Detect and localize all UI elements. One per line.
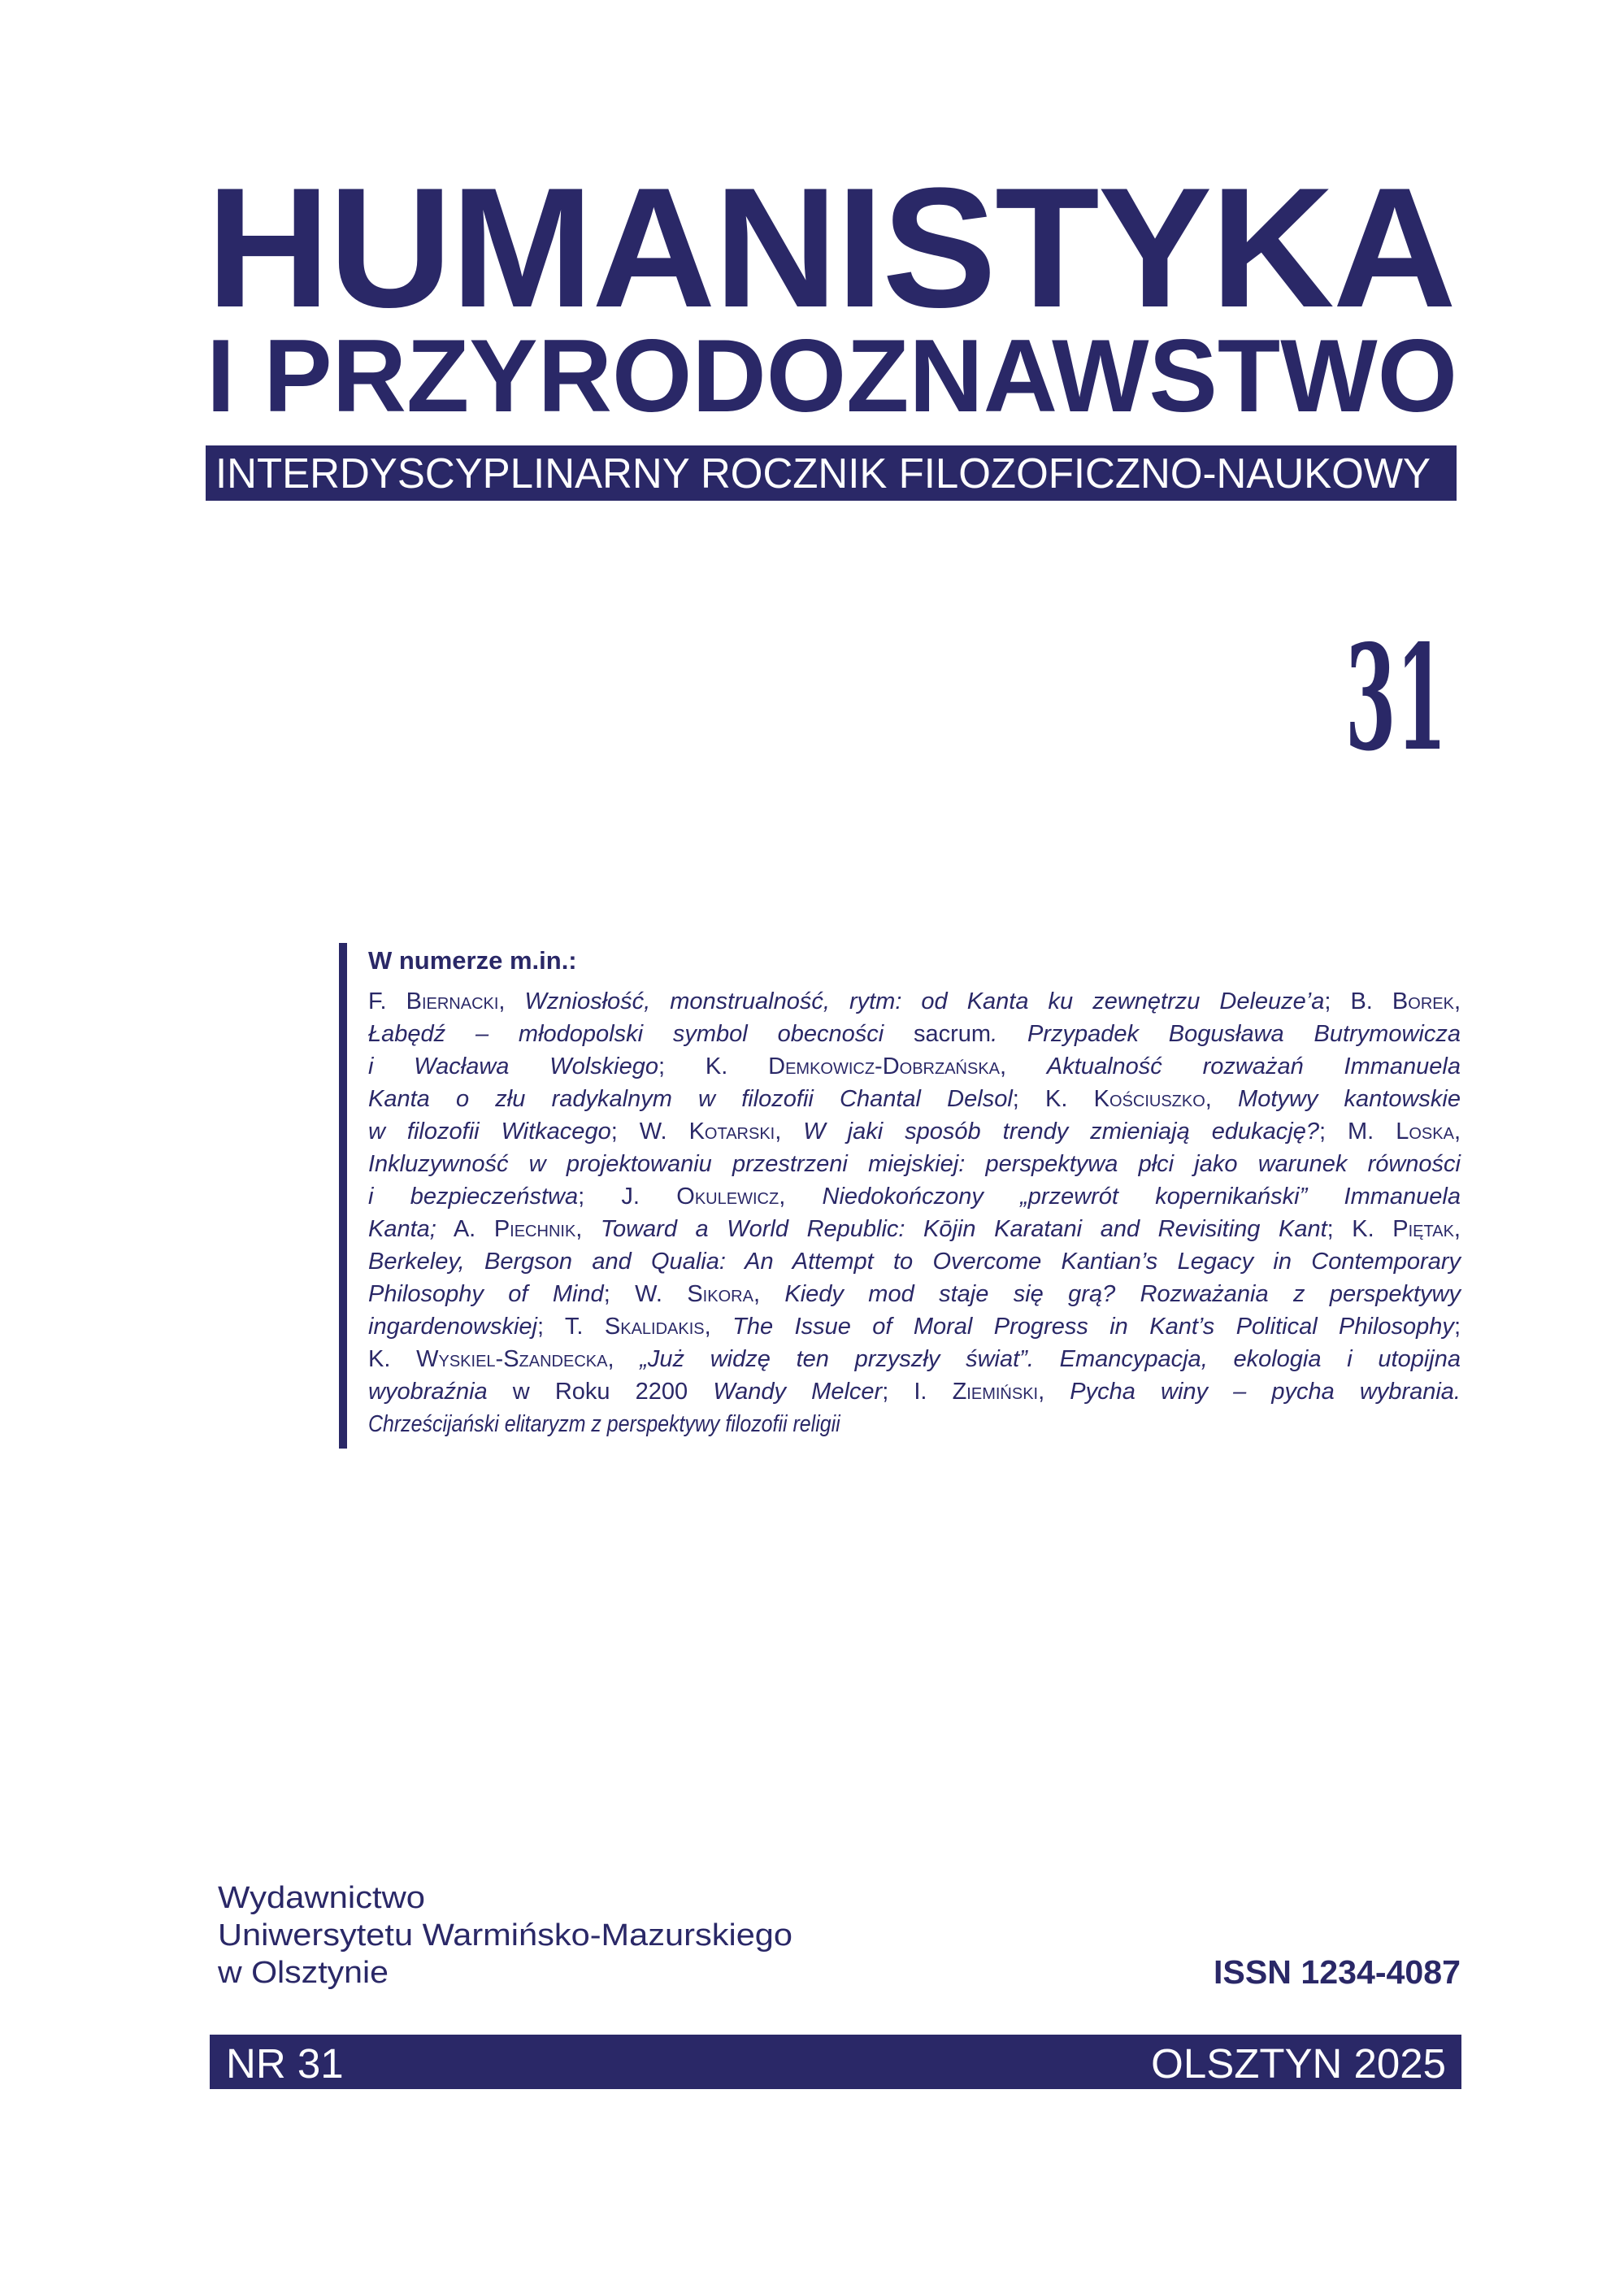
article-title: w filozofii Witkacego — [368, 1119, 611, 1145]
separator: , — [1000, 1053, 1047, 1080]
contents-heading: W numerze m.in.: — [368, 946, 577, 975]
separator: , — [779, 1184, 823, 1210]
article-title: Kanta; — [368, 1216, 436, 1242]
publisher-line: Wydawnictwo — [218, 1881, 425, 1915]
separator: ; I. — [882, 1379, 953, 1405]
author-name: Ziemiński — [952, 1379, 1039, 1405]
article-title: Chrześcijański elitaryzm z perspektywy filozofii religii — [368, 1411, 840, 1437]
separator: , — [1453, 1216, 1461, 1242]
author-name: Loska — [1396, 1119, 1454, 1145]
separator: ; W. — [610, 1119, 689, 1145]
separator: w Roku 2200 — [487, 1379, 714, 1405]
contents-line — [368, 1148, 1461, 1180]
contents-line — [368, 1375, 1461, 1408]
separator: , — [775, 1119, 804, 1145]
article-title: Wzniosłość, monstrualność, rytm: od Kanta ku zewnętrzu Deleuze’a — [524, 988, 1325, 1014]
article-title: W jaki sposób trendy zmieniają edukację? — [803, 1119, 1319, 1145]
author-name: Okulewicz — [676, 1184, 779, 1210]
contents-accent-bar — [339, 943, 347, 1449]
separator: , — [575, 1216, 601, 1242]
separator: ; W. — [603, 1281, 688, 1307]
separator: , — [1453, 1119, 1461, 1145]
article-title: Inkluzywność w projektowaniu przestrzeni miejskiej: perspektywa płci jako warunek równości — [368, 1151, 1461, 1177]
separator: F. — [368, 988, 406, 1014]
separator: K. — [368, 1346, 417, 1372]
contents-line — [368, 985, 1461, 1018]
article-title: Motywy kantowskie — [1238, 1086, 1461, 1112]
separator: , — [607, 1346, 640, 1372]
issn: ISSN 1234-4087 — [1214, 1953, 1461, 1991]
separator: , — [1205, 1086, 1239, 1112]
place-year: OLSZTYN 2025 — [1151, 2040, 1446, 2087]
separator: ; — [1453, 1314, 1461, 1340]
separator: ; K. — [1012, 1086, 1094, 1112]
author-name: Skalidakis — [604, 1314, 705, 1340]
article-title: Toward a World Republic: Kōjin Karatani and Revisiting Kant — [600, 1216, 1327, 1242]
publisher-block — [218, 1879, 792, 1992]
article-title: Kiedy mod staje się grą? Rozważania z perspektywy — [784, 1281, 1461, 1307]
article-title: i Wacława Wolskiego — [368, 1053, 658, 1080]
author-name: Piętak — [1392, 1216, 1454, 1242]
subtitle-banner — [206, 445, 1457, 501]
article-title: Philosophy of Mind — [368, 1281, 604, 1307]
journal-title-line1: HUMANISTYKA — [206, 152, 1455, 343]
author-name: Kotarski — [688, 1119, 775, 1145]
separator: ; B. — [1324, 988, 1392, 1014]
author-name: Demkowicz-Dobrzańska — [768, 1053, 1001, 1080]
article-title: Kanta o złu radykalnym w filozofii Chantal Delsol — [368, 1086, 1013, 1112]
journal-title-line2: I PRZYRODOZNAWSTWO — [206, 318, 1457, 433]
article-title: Łabędź – młodopolski symbol obecności — [368, 1021, 914, 1047]
contents-line — [368, 1018, 1461, 1050]
author-name: Biernacki — [406, 988, 499, 1014]
article-title: Wandy Melcer — [713, 1379, 883, 1405]
separator: sacrum — [913, 1021, 992, 1047]
separator: ; M. — [1318, 1119, 1396, 1145]
author-name: Piechnik — [493, 1216, 576, 1242]
separator: A. — [436, 1216, 494, 1242]
article-title: i bezpieczeństwa — [368, 1184, 579, 1210]
separator: ; J. — [578, 1184, 677, 1210]
article-title: The Issue of Moral Progress in Kant’s Political Philosophy — [732, 1314, 1454, 1340]
contents-line — [368, 1408, 1461, 1440]
author-name: Borek — [1392, 988, 1454, 1014]
article-title: Niedokończony „przewrót kopernikański” Immanuela — [822, 1184, 1461, 1210]
contents-line — [368, 1180, 1461, 1213]
article-title: Berkeley, Bergson and Qualia: An Attempt to Overcome Kantian’s Legacy in Contemporary — [368, 1249, 1461, 1275]
footer-bar — [210, 2035, 1461, 2089]
contents-line — [368, 1310, 1461, 1343]
contents-line — [368, 1213, 1461, 1245]
contents-line — [368, 1343, 1461, 1375]
article-title: ingardenowskiej — [368, 1314, 537, 1340]
article-title: . Przypadek Bogusława Butrymowicza — [991, 1021, 1461, 1047]
contents-line — [368, 1245, 1461, 1278]
contents-list — [368, 985, 1461, 1440]
contents-line — [368, 1115, 1461, 1148]
separator: , — [704, 1314, 733, 1340]
separator: , — [753, 1281, 785, 1307]
contents-line — [368, 1278, 1461, 1310]
article-title: Pycha winy – pycha wybrania. — [1070, 1379, 1461, 1405]
contents-line — [368, 1083, 1461, 1115]
separator: ; K. — [658, 1053, 769, 1080]
separator: , — [1038, 1379, 1070, 1405]
author-name: Wyskiel-Szandecka — [416, 1346, 608, 1372]
subtitle-text: INTERDYSCYPLINARNY ROCZNIK FILOZOFICZNO-NAUKOWY — [215, 450, 1431, 497]
separator: , — [498, 988, 525, 1014]
publisher-line: Uniwersytetu Warmińsko-Mazurskiego — [218, 1918, 792, 1953]
separator: ; T. — [536, 1314, 605, 1340]
article-title: Aktualność rozważań Immanuela — [1046, 1053, 1461, 1080]
issue-label: NR 31 — [226, 2040, 344, 2087]
contents-line — [368, 1050, 1461, 1083]
article-title: wyobraźnia — [368, 1379, 488, 1405]
author-name: Sikora — [687, 1281, 753, 1307]
author-name: Kościuszko — [1093, 1086, 1205, 1112]
issue-number: 31 — [1345, 613, 1447, 783]
publisher-line: w Olsztynie — [218, 1956, 389, 1990]
separator: ; K. — [1327, 1216, 1393, 1242]
separator: , — [1453, 988, 1461, 1014]
article-title: „Już widzę ten przyszły świat”. Emancypacja, ekologia i utopijna — [640, 1346, 1461, 1372]
